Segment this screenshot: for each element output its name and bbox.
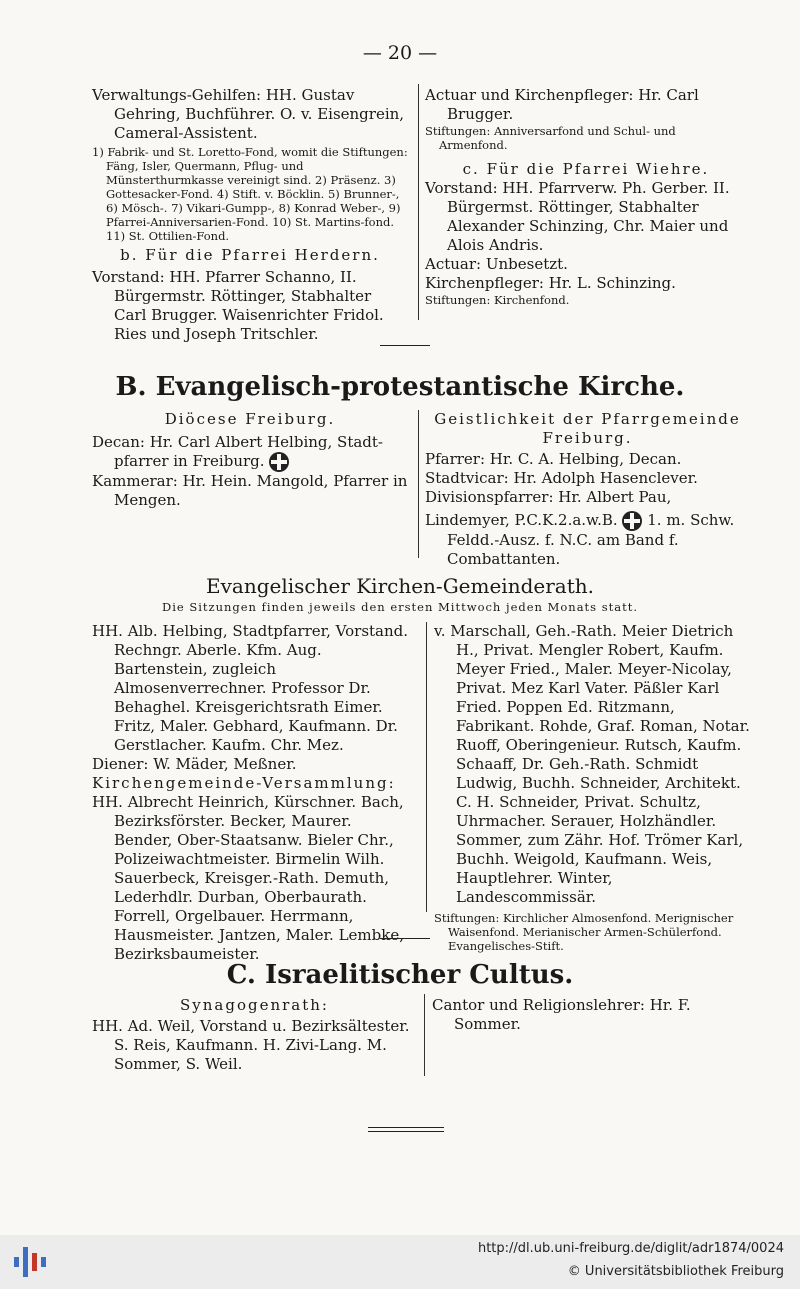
parish-left-column [92, 86, 408, 344]
permalink-url[interactable]: http://dl.ub.uni-freiburg.de/diglit/adr1874/0024 [477, 1241, 784, 1256]
column-divider [418, 84, 419, 320]
foundations-list: 1) Fabrik- und St. Loretto-Fond, womit die Stiftungen: Fäng, Isler, Quermann, Pflug- und Münsterthurmkasse vereinigt sind. 2) Präsenz. 3) Gottesacker-Fond. 4) Stift. v. Böcklin. 5) Brunner-, 6) Mösch-. 7) Vikari-Gumpp-, 8) Konrad Weber-, 9) Pfarrei-Anniversarien-Fond. 10) St. Martins-fond. 11) St. Ottilien-Fond. [92, 145, 408, 243]
diocese-column [92, 410, 408, 510]
section-b-title: B. Evangelisch-protestantische Kirche. [115, 372, 685, 402]
council-servant: Diener: W. Mäder, Meßner. [92, 755, 297, 773]
cross-order-icon [269, 452, 289, 472]
pastor-entry: Pfarrer: Hr. C. A. Helbing, Decan. [425, 450, 682, 468]
council-meeting-note: Die Sitzungen finden jeweils den ersten Mittwoch jeden Monats statt. [161, 600, 639, 614]
synagogue-council-heading: Synagogenrath: [180, 996, 329, 1014]
wiehre-foundations: Stiftungen: Kirchenfond. [425, 293, 570, 307]
decorations-text-a: Lindemyer, P.C.K.2.a.w.B. [425, 511, 618, 529]
decorations-text-b: 1. m. Schw. Feldd.-Ausz. f. N.C. am Band f. Combattanten. [447, 511, 735, 568]
end-rule-bottom [368, 1131, 444, 1132]
council-title: Evangelischer Kirchen-Gemeinderath. [206, 574, 594, 598]
section-rule [380, 938, 430, 939]
column-divider [418, 410, 419, 558]
administration-assistants: Verwaltungs-Gehilfen: HH. Gustav Gehring, Buchführer. O. v. Eisengrein, Cameral-Assistent. [92, 86, 405, 142]
parish-right-column [425, 86, 747, 307]
council-right-column [434, 622, 752, 953]
actuary-treasurer: Actuar und Kirchenpfleger: Hr. Carl Brugger. [425, 86, 699, 123]
cantor-entry: Cantor und Religionslehrer: Hr. F. Sommer. [432, 996, 691, 1033]
city-vicar-entry: Stadtvicar: Hr. Adolph Hasenclever. [425, 469, 698, 487]
parish-wiehre-heading: c. Für die Pfarrei Wiehre. [462, 160, 710, 178]
foundations-note: Stiftungen: Anniversarfond und Schul- und Armenfond. [425, 124, 676, 152]
division-pastor-decorations [425, 511, 750, 569]
kammerar-entry: Kammerar: Hr. Hein. Mangold, Pfarrer in Mengen. [92, 472, 408, 509]
column-divider [426, 622, 427, 912]
cantor-column [432, 996, 750, 1034]
wiehre-board: Vorstand: HH. Pfarrverw. Ph. Gerber. II. Bürgermst. Röttinger, Stabhalter Alexander Schinzing, Chr. Maier und Alois Andris. [425, 179, 730, 254]
synagogue-members: HH. Ad. Weil, Vorstand u. Bezirksältester. S. Reis, Kaufmann. H. Zivi-Lang. M. Sommer, S. Weil. [92, 1017, 410, 1073]
viewer-footer [0, 1235, 800, 1289]
assembly-heading: Kirchengemeinde-Versammlung: [92, 774, 396, 792]
synagogue-column [92, 996, 417, 1074]
section-rule [380, 345, 430, 346]
library-logo-icon[interactable] [14, 1243, 48, 1281]
dean-entry [92, 433, 408, 472]
wiehre-actuary: Actuar: Unbesetzt. [425, 255, 568, 273]
end-rule-top [368, 1127, 444, 1128]
diocese-heading: Diöcese Freiburg. [164, 410, 336, 428]
clergy-column [425, 410, 750, 569]
council-members: HH. Alb. Helbing, Stadtpfarrer, Vorstand. Rechngr. Aberle. Kfm. Aug. Bartenstein, zugleich Almosenverrechner. Professor Dr. Behaghel. Kreisgerichtsrath Eimer. Fritz, Maler. Gebhard, Kaufmann. Dr. Gerstlacher. Kaufm. Chr. Mez. [92, 622, 409, 754]
council-left-column [92, 622, 414, 964]
copyright-notice: © Universitätsbibliothek Freiburg [567, 1264, 784, 1279]
page-number: — 20 — [362, 42, 438, 64]
division-pastor-entry: Divisionspfarrer: Hr. Albert Pau, [425, 488, 672, 506]
section-c-title: C. Israelitischer Cultus. [226, 960, 574, 990]
dean-text: Decan: Hr. Carl Albert Helbing, Stadt-pfarrer in Freiburg. [92, 433, 383, 470]
clergy-heading: Geistlichkeit der Pfarrgemeinde Freiburg. [434, 410, 741, 447]
assembly-members: HH. Albrecht Heinrich, Kürschner. Bach, Bezirksförster. Becker, Maurer. Bender, Ober-Staatsanw. Bieler Chr., Polizeiwachtmeister. Birmelin Wilh. Sauerbeck, Kreisger.-Rath. Demuth, Lederhdlr. Durban, Oberbaurath. Forrell, Orgelbauer. Herrmann, Hausmeister. Jantzen, Maler. Lembke, Bezirksbaumeister. [92, 793, 404, 963]
cross-order-icon [622, 511, 642, 531]
column-divider [424, 994, 425, 1076]
council-foundations: Stiftungen: Kirchlicher Almosenfond. Merignischer Waisenfond. Merianischer Armen-Schülerfond. Evangelisches-Stift. [434, 911, 734, 953]
herdern-board: Vorstand: HH. Pfarrer Schanno, II. Bürgermstr. Röttinger, Stabhalter Carl Brugger. Waisenrichter Fridol. Ries und Joseph Tritschler. [92, 268, 384, 343]
wiehre-treasurer: Kirchenpfleger: Hr. L. Schinzing. [425, 274, 676, 292]
parish-herdern-heading: b. Für die Pfarrei Herdern. [120, 246, 380, 264]
assembly-members-continued: v. Marschall, Geh.-Rath. Meier Dietrich H., Privat. Mengler Robert, Kaufm. Meyer Fried., Maler. Meyer-Nicolay, Privat. Mez Karl Vater. Päßler Karl Fried. Poppen Ed. Ritzmann, Fabrikant. Rohde, Graf. Roman, Notar. Ruoff, Oberingenieur. Rutsch, Kaufm. Schaaff, Dr. Geh.-Rath. Schmidt Ludwig, Buchh. Schneider, Architekt. C. H. Schneider, Privat. Schultz, Uhrmacher. Serauer, Holzhändler. Sommer, zum Zähr. Hof. Trömer Karl, Buchh. Weigold, Kaufmann. Weis, Hauptlehrer. Winter, Landescommissär. [434, 622, 750, 906]
